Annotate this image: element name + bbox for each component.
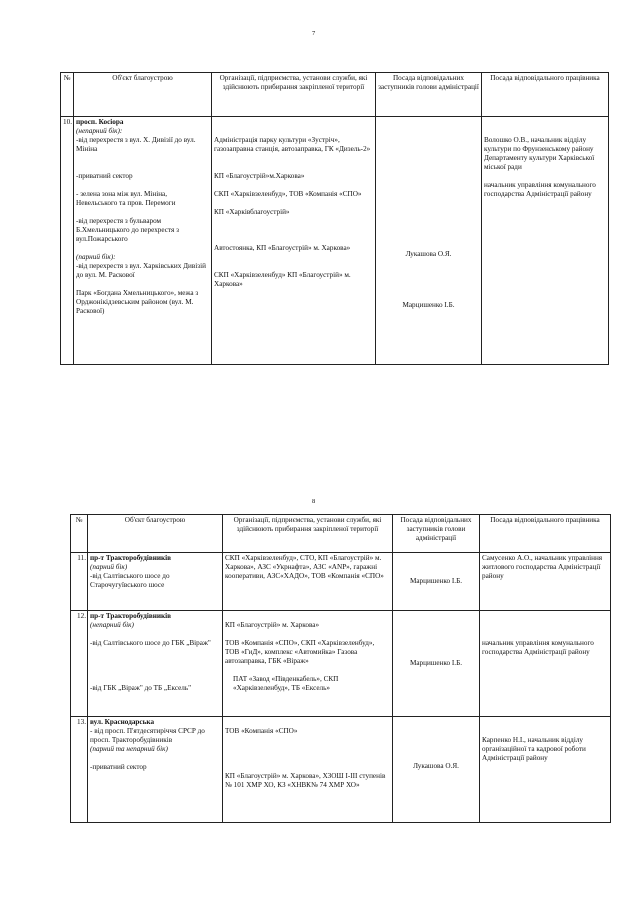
responsible-cell — [482, 117, 609, 365]
table-header-row — [61, 73, 609, 117]
responsible-cell — [480, 717, 611, 823]
row-number: 11. — [71, 553, 88, 611]
segment: -від Салтівського шосе до Старочугуївського шосе — [90, 572, 170, 589]
organization: Автостоянка, КП «Благоустрій» м. Харкова» — [214, 244, 351, 252]
organization: КП «Благоустрій»м.Харкова» — [214, 172, 305, 180]
side-label: (парний бік) — [90, 563, 128, 571]
row-number: 12. — [71, 611, 88, 717]
organizations-cell — [223, 717, 393, 823]
header-object: Об'єкт благоустрою — [74, 73, 212, 117]
header-organizations: Організації, підприємства, установи служби, які здійснюють прибирання закріпленої території — [212, 73, 376, 117]
row-number: 10. — [61, 117, 74, 365]
organizations-cell — [223, 553, 393, 611]
deputy-cell — [393, 611, 480, 717]
organization: Адміністрація парку культури «Зустріч», газозаправна станція, автозаправка, ГК «Дизель-2» — [214, 136, 371, 153]
deputy-cell — [376, 117, 482, 365]
street-title: просп. Косіора — [76, 118, 124, 126]
responsible-cell — [480, 553, 611, 611]
deputy-name: Марцишенко І.Б. — [409, 659, 463, 667]
side-label: (непарний бік) — [90, 621, 134, 629]
side-label: (непарний бік): — [76, 127, 123, 135]
responsible-person: Карпенко Н.І., начальник відділу організаційної та кадрової роботи Адміністрації району — [482, 736, 586, 762]
table-row — [71, 611, 611, 717]
organization: СКП «Харківзеленбуд», СТО, КП «Благоустрій» м. Харкова», АЗС «Укрнафта», АЗС «ANP», гаражні кооперативи, АЗС«ХАДО», ТОВ «Компанія «СПО» — [225, 554, 384, 580]
organization: КП «Харківблагоустрій» — [214, 208, 290, 216]
deputy-name: Лукашова О.Я. — [405, 250, 452, 258]
object-cell — [88, 611, 223, 717]
segment: -приватний сектор — [90, 763, 147, 771]
header-responsible: Посада відповідального працівника — [482, 73, 609, 117]
street-title: пр-т Тракторобудівників — [90, 554, 172, 562]
table-header-row — [71, 515, 611, 553]
deputy-cell — [393, 717, 480, 823]
table-page-8 — [70, 514, 611, 823]
organization: ТОВ «Компанія «СПО» — [225, 727, 298, 735]
deputy-name: Лукашова О.Я. — [413, 762, 459, 770]
table-page-7 — [60, 72, 609, 365]
object-cell — [88, 553, 223, 611]
object-cell — [88, 717, 223, 823]
organizations-cell — [223, 611, 393, 717]
object-cell — [74, 117, 212, 365]
responsible-person: начальник управління комунального господарства Адміністрації району — [484, 181, 596, 198]
header-deputy: Посада відповідальних заступників голови адміністрації — [393, 515, 480, 553]
segment: -від перехрестя з вул. Х. Дивізії до вул. Мініна — [76, 136, 196, 153]
segment: -від перехрестя з вул. Харківських Дивізій до вул. М. Раскової — [76, 262, 206, 279]
segment: Парк «Богдана Хмельницького», межа з Орджонікідзевським районом (вул. М. Раскової) — [76, 289, 199, 315]
organization: КП «Благоустрій» м. Харкова», ХЗОШ І-ІІІ ступенів № 101 ХМР ХО, КЗ «ХНВК№ 74 ХМР ХО» — [225, 772, 386, 789]
organization: ТОВ «Компанія «СПО», СКП «Харківзеленбуд», ТОВ «ГиД», комплекс «Автомийка» Газова автозаправка, ГБК «Віраж» — [225, 639, 375, 665]
header-responsible: Посада відповідального працівника — [480, 515, 611, 553]
header-deputy: Посада відповідальних заступників голови адміністрації — [376, 73, 482, 117]
organization: ПАТ «Завод «Південкабель», СКП «Харківзеленбуд», ТБ «Ексель» — [233, 675, 339, 692]
row-number: 13. — [71, 717, 88, 823]
segment: -від перехрестя з бульваром Б.Хмельницького до перехрестя з вул.Пожарського — [76, 217, 179, 243]
segment: -від Салтівського шосе до ГБК „Віраж" — [90, 639, 211, 647]
table-row — [71, 553, 611, 611]
organizations-cell — [212, 117, 376, 365]
organization: КП «Благоустрій» м. Харкова» — [225, 621, 320, 629]
table-row — [71, 717, 611, 823]
header-number: № — [71, 515, 88, 553]
segment: -від ГБК „Віраж" до ТБ „Ексель" — [90, 684, 192, 692]
deputy-name: Марцишенко І.Б. — [402, 301, 455, 309]
segment: -приватний сектор — [76, 172, 133, 180]
header-number: № — [61, 73, 74, 117]
responsible-person: Самусенко А.О., начальник управління житлового господарства Адміністрації району — [482, 554, 603, 580]
deputy-cell — [393, 553, 480, 611]
responsible-person: Волошко О.В., начальник відділу культури по Фрунзенському району Департаменту культури Харківської міської ради — [484, 136, 595, 171]
segment: - від просп. П'ятдесятиріччя СРСР до просп. Тракторобудівників — [90, 727, 205, 744]
table-row — [61, 117, 609, 365]
responsible-person: начальник управління комунального господарства Адміністрації району — [482, 639, 594, 656]
responsible-cell — [480, 611, 611, 717]
side-label: (парний та непарний бік) — [90, 745, 168, 753]
deputy-name: Марцишенко І.Б. — [409, 577, 463, 585]
page-number: 8 — [312, 498, 316, 505]
side-label: (парний бік): — [76, 253, 116, 261]
header-object: Об'єкт благоустрою — [88, 515, 223, 553]
street-title: вул. Краснодарська — [90, 718, 155, 726]
street-title: пр-т Тракторобудівників — [90, 612, 172, 620]
organization: СКП «Харківзеленбуд» КП «Благоустрій» м. Харкова» — [214, 271, 351, 288]
segment: - зелена зона між вул. Мініна, Невельського та пров. Перемоги — [76, 190, 176, 207]
organization: СКП «Харківзеленбуд», ТОВ «Компанія «СПО» — [214, 190, 362, 198]
page-number: 7 — [312, 30, 316, 37]
header-organizations: Організації, підприємства, установи служби, які здійснюють прибирання закріпленої території — [223, 515, 393, 553]
